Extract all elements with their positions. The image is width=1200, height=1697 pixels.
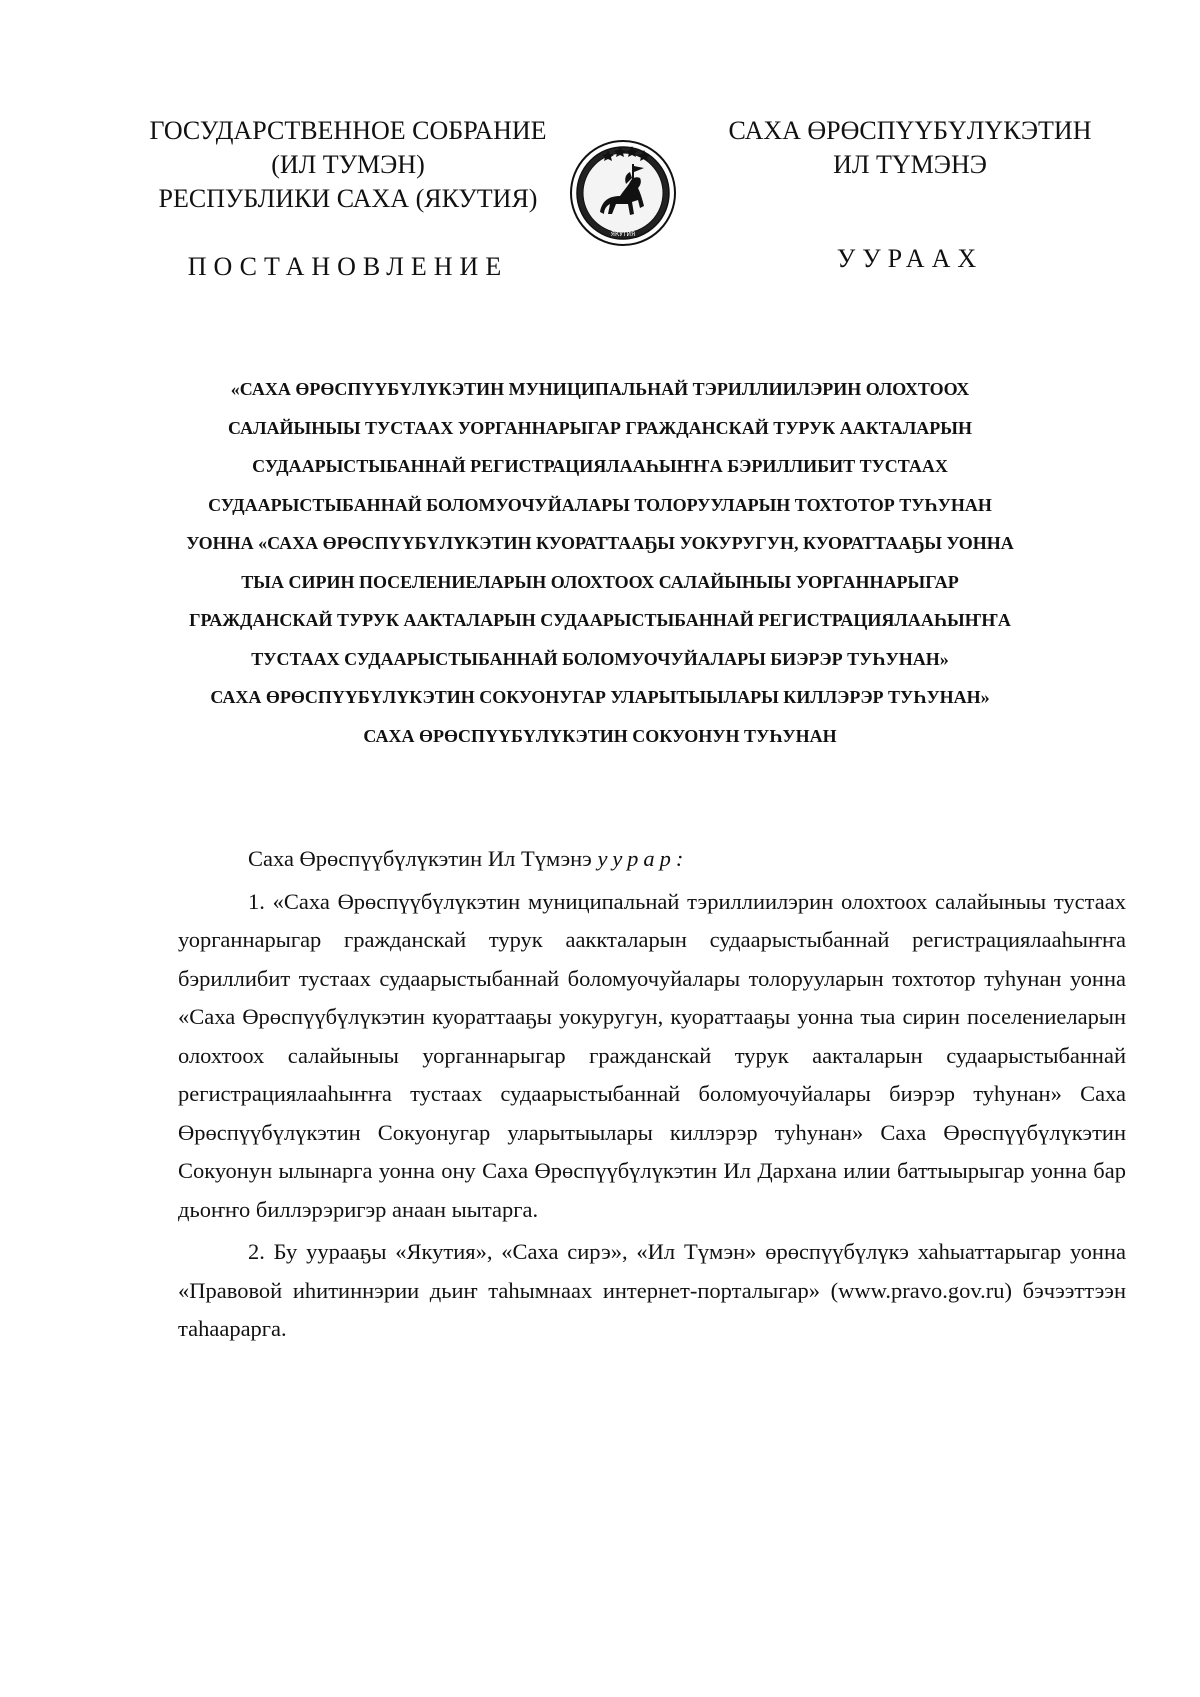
coat-of-arms-emblem-icon — [568, 138, 678, 248]
header-right-line: ИЛ ТҮМЭНЭ — [833, 150, 987, 179]
header-left-line: (ИЛ ТУМЭН) — [271, 150, 425, 179]
paragraph-1: 1. «Саха Өрөспүүбүлүкэтин муниципальнай тэриллиилэрин олохтоох салайыныы тустаах уорганнарыгар гражданскай турук ааккталарын судаарыстыбаннай регистрациялааһыҥҥа бэриллибит тустаах судаарыстыбаннай боломуочуйалары толорууларын тохтотор туһунан уонна «Саха Өрөспүүбүлүкэтин куораттааҕы уокуругун, куораттааҕы уонна тыа сирин поселениеларын олохтоох салайыныы уорганнарыгар гражданскай турук аакталарын судаарыстыбаннай регистрациялааһыҥҥа тустаах судаарыстыбаннай боломуочуйалары биэрэр туһунан» Саха Өрөспүүбүлүкэтин Сокуонугар уларытыылары киллэрэр туһунан» Саха Өрөспүүбүлүкэтин Сокуонун ылынарга уонна ону Саха Өрөспүүбүлүкэтин Ил Дархана илии баттыырыгар уонна бар дьоҥҥо биллэрэригэр анаан ыытарга. — [178, 888, 1126, 1222]
intro-resolves-word: уурар: — [597, 846, 689, 871]
title-line: СУДААРЫСТЫБАННАЙ БОЛОМУОЧУЙАЛАРЫ ТОЛОРУУЛАРЫН ТОХТОТОР ТУҺУНАН — [208, 494, 992, 515]
paragraph-2: 2. Бу уурааҕы «Якутия», «Саха сирэ», «Ил Түмэн» өрөспүүбүлүкэ хаһыаттарыгар уонна «Правовой иһитиннэрии дьиҥ таһымнаах интернет-порталыгар» (www.pravo.gov.ru) бэчээттээн таһаарарга. — [178, 1239, 1126, 1341]
title-line: ТЫА СИРИН ПОСЕЛЕНИЕЛАРЫН ОЛОХТООХ САЛАЙЫНЫЫ УОРГАННАРЫГАР — [241, 571, 959, 592]
header-left-block — [128, 114, 568, 216]
title-line: САХА ӨРӨСПҮҮБҮЛҮКЭТИН СОКУОНУГАР УЛАРЫТЫЫЛАРЫ КИЛЛЭРЭР ТУҺУНАН» — [210, 687, 990, 707]
doc-type-right: УУРААХ — [836, 244, 984, 273]
intro-prefix: Саха Өрөспүүбүлүкэтин Ил Түмэнэ — [248, 846, 598, 871]
header-right-block — [700, 114, 1120, 182]
document-title — [150, 370, 1050, 755]
title-line: САЛАЙЫНЫЫ ТУСТААХ УОРГАННАРЫГАР ГРАЖДАНСКАЙ ТУРУК ААКТАЛАРЫН — [228, 417, 972, 438]
title-line: ТУСТААХ СУДААРЫСТЫБАННАЙ БОЛОМУОЧУЙАЛАРЫ БИЭРЭР ТУҺУНАН» — [251, 648, 949, 669]
title-line: УОННА «САХА ӨРӨСПҮҮБҮЛҮКЭТИН КУОРАТТААҔЫ УОКУРУГУН, КУОРАТТААҔЫ УОННА — [186, 533, 1014, 553]
title-line: ГРАЖДАНСКАЙ ТУРУК ААКТАЛАРЫН СУДААРЫСТЫБАННАЙ РЕГИСТРАЦИЯЛААҺЫҤҤА — [189, 610, 1011, 630]
title-line: «САХА ӨРӨСПҮҮБҮЛҮКЭТИН МУНИЦИПАЛЬНАЙ ТЭРИЛЛИИЛЭРИН ОЛОХТООХ — [230, 379, 970, 399]
title-line: САХА ӨРӨСПҮҮБҮЛҮКЭТИН СОКУОНУН ТУҺУНАН — [363, 725, 837, 746]
svg-text:ЯКУТИЯ: ЯКУТИЯ — [610, 231, 636, 238]
title-line: СУДААРЫСТЫБАННАЙ РЕГИСТРАЦИЯЛААҺЫҤҤА БЭРИЛЛИБИТ ТУСТААХ — [252, 456, 948, 476]
header-right-line: САХА ӨРӨСПҮҮБҮЛҮКЭТИН — [728, 116, 1092, 145]
header-left-line: РЕСПУБЛИКИ САХА (ЯКУТИЯ) — [158, 184, 538, 213]
resolution-intro — [178, 840, 1126, 879]
header-left-line: ГОСУДАРСТВЕННОЕ СОБРАНИЕ — [149, 116, 547, 145]
document-body — [178, 840, 1126, 1353]
doc-type-left: ПОСТАНОВЛЕНИЕ — [187, 252, 509, 281]
